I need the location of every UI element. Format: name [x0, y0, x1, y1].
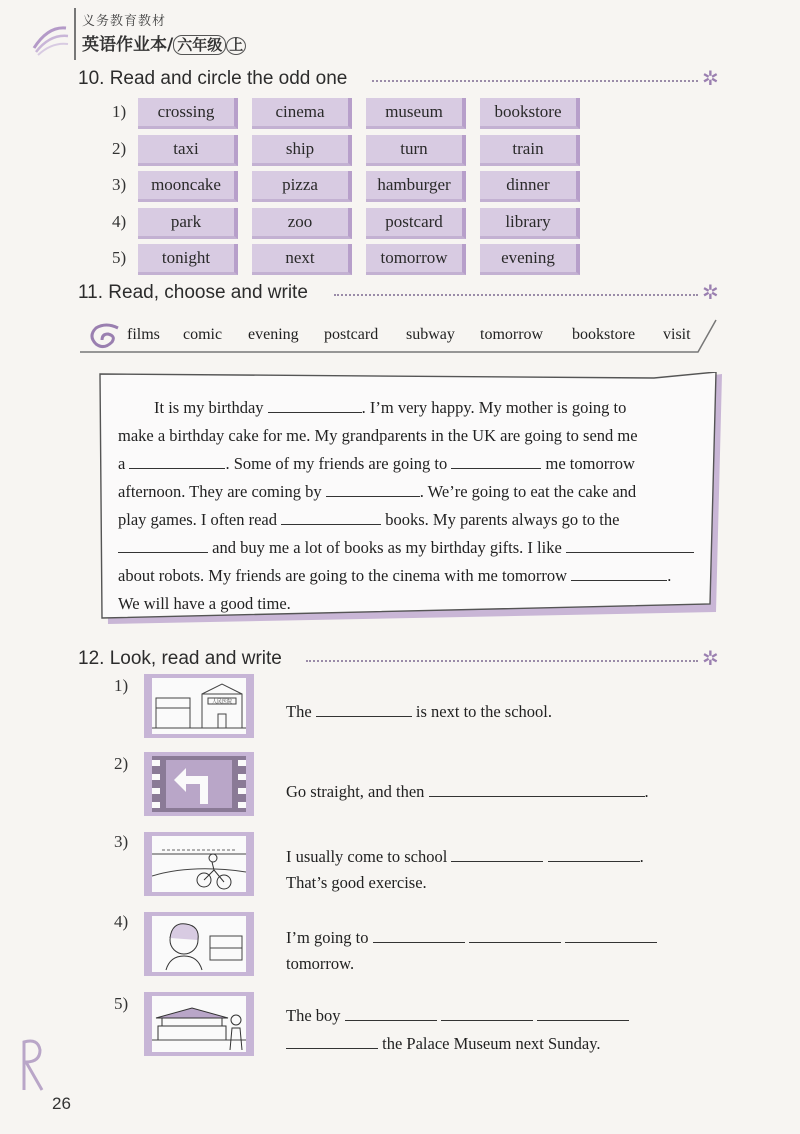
question-text: The — [286, 702, 312, 721]
answer-blank[interactable] — [316, 700, 412, 717]
section10-title: 10. Read and circle the odd one — [78, 68, 348, 89]
passage-line: afternoon. They are coming by — [118, 482, 322, 501]
sparkle-icon: ✲ — [702, 646, 719, 670]
question-number: 1) — [114, 676, 129, 695]
header-divider — [74, 8, 76, 60]
passage-line: . We’re going to eat the cake and — [419, 482, 637, 501]
question-3-text — [286, 845, 644, 867]
page-number: 26 — [52, 1094, 71, 1113]
passage-line: books. My parents always go to the — [385, 510, 620, 529]
word-bank-item: evening — [248, 326, 299, 343]
word-bank-item: films — [127, 326, 160, 343]
book-grade: 六年级 — [173, 35, 226, 55]
question-text: is next to the school. — [415, 702, 553, 721]
word-option[interactable]: bookstore — [480, 98, 580, 129]
answer-blank[interactable] — [469, 926, 561, 943]
section11-dotted-rule — [334, 294, 698, 296]
section11-title: 11. Read, choose and write — [78, 282, 308, 303]
book-title-prefix: 英语作业本/ — [82, 35, 174, 55]
word-bank-item: subway — [406, 326, 455, 343]
question-3-followup: That’s good exercise. — [286, 873, 427, 892]
word-option[interactable]: tonight — [138, 244, 238, 275]
passage-line: . Some of my friends are going to — [225, 454, 448, 473]
row-number: 4) — [112, 211, 127, 231]
word-option[interactable]: cinema — [252, 98, 352, 129]
answer-blank[interactable] — [286, 1032, 378, 1049]
sparkle-icon: ✲ — [702, 66, 719, 90]
swirl-icon — [88, 322, 122, 352]
answer-blank[interactable] — [429, 780, 645, 797]
question-text: I’m going to — [286, 928, 369, 947]
word-option[interactable]: taxi — [138, 135, 238, 166]
answer-blank[interactable] — [373, 926, 465, 943]
question-1-text — [286, 700, 552, 722]
word-option[interactable]: zoo — [252, 208, 352, 239]
answer-blank[interactable] — [345, 1004, 437, 1021]
word-bank-item: postcard — [324, 326, 379, 343]
question-4-followup: tomorrow. — [286, 954, 355, 973]
word-option[interactable]: museum — [366, 98, 466, 129]
answer-blank[interactable] — [129, 452, 225, 469]
passage-line: It is my birthday — [154, 398, 264, 417]
section10-dotted-rule — [372, 80, 698, 82]
word-option[interactable]: pizza — [252, 171, 352, 202]
word-option[interactable]: postcard — [366, 208, 466, 239]
word-option[interactable]: ship — [252, 135, 352, 166]
word-bank-item: bookstore — [572, 326, 636, 343]
picture-frame — [144, 832, 254, 896]
picture-frame — [144, 752, 254, 816]
question-text: . — [644, 782, 649, 801]
word-option[interactable]: library — [480, 208, 580, 239]
word-bank-item: comic — [183, 326, 223, 343]
section12-title: 12. Look, read and write — [78, 648, 282, 669]
word-bank-item: visit — [663, 326, 691, 343]
answer-blank[interactable] — [281, 508, 381, 525]
picture-frame — [144, 674, 254, 738]
passage-line: . I’m very happy. My mother is going to — [361, 398, 627, 417]
word-option[interactable]: crossing — [138, 98, 238, 129]
passage-line: a — [118, 454, 126, 473]
question-number: 4) — [114, 912, 129, 931]
row-number: 2) — [112, 138, 127, 158]
book-term: 上 — [226, 37, 246, 55]
word-option[interactable]: tomorrow — [366, 244, 466, 275]
answer-blank[interactable] — [451, 452, 541, 469]
passage-line: me tomorrow — [545, 454, 635, 473]
passage-line: . — [667, 566, 672, 585]
answer-blank[interactable] — [326, 480, 420, 497]
passage-line: play games. I often read — [118, 510, 277, 529]
question-text: I usually come to school — [286, 847, 448, 866]
row-number: 3) — [112, 175, 127, 194]
passage-line: make a birthday cake for me. My grandparents in the UK are going to send me — [118, 426, 638, 445]
answer-blank[interactable] — [548, 845, 640, 862]
word-option[interactable]: turn — [366, 135, 466, 166]
hospital-sign-text: 人民医院 — [211, 699, 233, 705]
question-text: the Palace Museum next Sunday. — [382, 1034, 601, 1053]
passage-line: We will have a good time. — [118, 594, 291, 613]
passage-line: about robots. My friends are going to the cinema with me tomorrow — [118, 566, 568, 585]
word-option[interactable]: evening — [480, 244, 580, 275]
publisher-logo-icon — [30, 22, 70, 56]
section12-dotted-rule — [306, 660, 698, 662]
question-4-text — [286, 926, 657, 948]
word-bank-item: tomorrow — [480, 326, 544, 343]
passage-text — [118, 394, 710, 618]
question-text: The boy — [286, 1006, 341, 1025]
question-number: 3) — [114, 832, 129, 851]
answer-blank[interactable] — [566, 536, 694, 553]
answer-blank[interactable] — [118, 536, 208, 553]
sparkle-icon: ✲ — [702, 280, 719, 304]
picture-frame — [144, 992, 254, 1056]
question-number: 5) — [114, 994, 129, 1013]
decorative-r-icon — [18, 1036, 48, 1092]
word-option[interactable]: park — [138, 208, 238, 239]
row-number: 1) — [112, 102, 127, 121]
cinema-picture — [152, 916, 246, 972]
question-number: 2) — [114, 754, 129, 773]
passage-line: and buy me a lot of books as my birthday gifts. I like — [212, 538, 562, 557]
word-option[interactable]: train — [480, 135, 580, 166]
question-2-text — [286, 780, 649, 802]
answer-blank[interactable] — [441, 1004, 533, 1021]
question-text: Go straight, and then — [286, 782, 425, 801]
book-title — [82, 30, 246, 55]
picture-frame — [144, 912, 254, 976]
series-title: 义务教育教材 — [82, 14, 167, 29]
answer-blank[interactable] — [451, 845, 543, 862]
answer-blank[interactable] — [571, 564, 667, 581]
answer-blank[interactable] — [268, 396, 362, 413]
word-option[interactable]: hamburger — [366, 171, 466, 202]
answer-blank[interactable] — [565, 926, 657, 943]
word-option[interactable]: mooncake — [138, 171, 238, 202]
word-option[interactable]: dinner — [480, 171, 580, 202]
question-text: . — [639, 847, 644, 866]
answer-blank[interactable] — [537, 1004, 629, 1021]
cycling-picture — [152, 836, 246, 892]
palace-museum-picture — [152, 996, 246, 1052]
turn-left-sign-picture — [152, 756, 246, 812]
question-5-followup — [286, 1032, 601, 1054]
row-number: 5) — [112, 248, 127, 267]
hospital-street-picture — [152, 678, 246, 734]
word-option[interactable]: next — [252, 244, 352, 275]
question-5-text — [286, 1004, 629, 1026]
